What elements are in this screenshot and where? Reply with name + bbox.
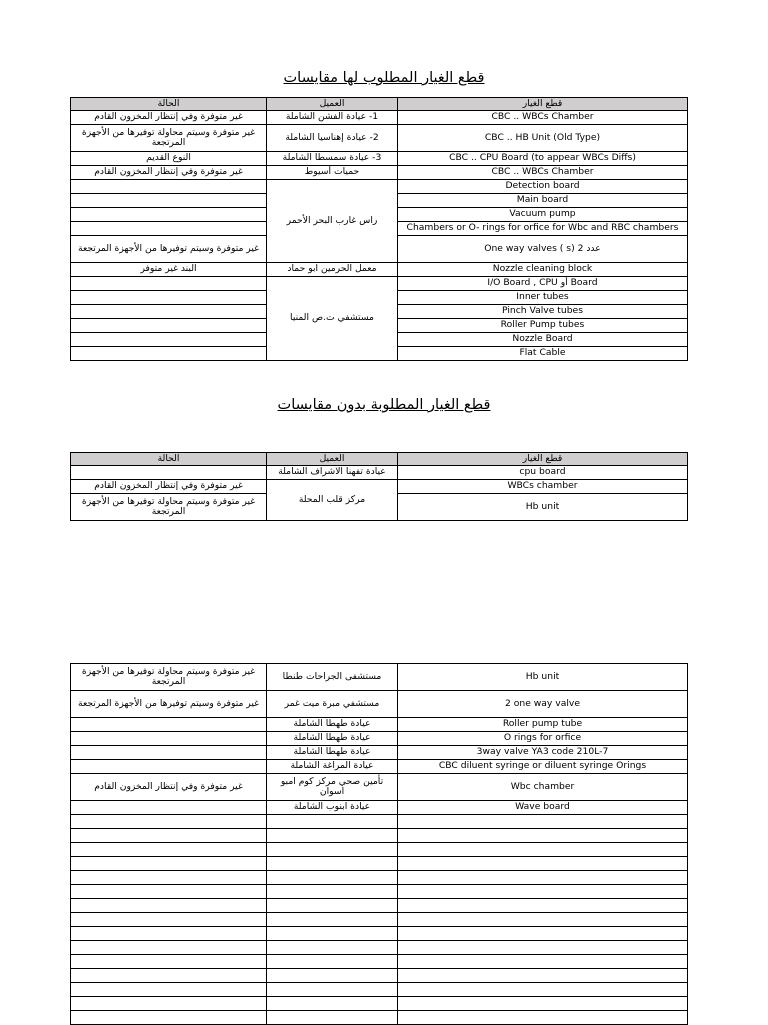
- empty-cell: [267, 871, 398, 885]
- client-cell: عيادة طهطا الشاملة: [267, 718, 398, 732]
- part-cell: Main board: [398, 194, 688, 208]
- part-cell: I/O Board , CPU أو Board: [398, 277, 688, 291]
- part-cell: O rings for orfice: [398, 732, 688, 746]
- status-cell: [71, 801, 267, 815]
- empty-cell: [71, 815, 267, 829]
- empty-table-row: [71, 843, 688, 857]
- header-status: الحالة: [71, 98, 267, 111]
- part-cell: Roller Pump tubes: [398, 319, 688, 333]
- client-cell: مستشفي ت.ص المنيا: [267, 277, 398, 361]
- part-cell: Nozzle cleaning block: [398, 263, 688, 277]
- client-cell: عيادة المراغة الشاملة: [267, 760, 398, 774]
- section2-title: قطع الغيار المطلوبة بدون مقايسات: [277, 397, 491, 413]
- client-cell: مستشفى الجراحات طنطا: [267, 664, 398, 691]
- part-cell: Inner tubes: [398, 291, 688, 305]
- status-cell: [71, 718, 267, 732]
- empty-cell: [398, 997, 688, 1011]
- empty-cell: [71, 899, 267, 913]
- client-cell: حميات أسيوط: [267, 166, 398, 180]
- part-cell: CBC diluent syringe or diluent syringe Orings: [398, 760, 688, 774]
- empty-cell: [267, 969, 398, 983]
- table-row: [71, 277, 688, 291]
- status-cell: غير متوفرة وفي إنتظار المخزون القادم: [71, 774, 267, 801]
- empty-cell: [398, 941, 688, 955]
- empty-cell: [267, 815, 398, 829]
- empty-cell: [71, 857, 267, 871]
- empty-table-row: [71, 871, 688, 885]
- status-cell: [71, 466, 267, 480]
- table-row: [71, 125, 688, 152]
- empty-cell: [267, 829, 398, 843]
- status-cell: غير متوفرة وسيتم توفيرها من الأجهزة المرتجعة: [71, 236, 267, 263]
- table-row: [71, 760, 688, 774]
- parts-without-quotes-table: [70, 452, 688, 521]
- empty-cell: [71, 843, 267, 857]
- part-cell: Detection board: [398, 180, 688, 194]
- status-cell: البند غير متوفر: [71, 263, 267, 277]
- status-cell: غير متوفرة وسيتم محاولة توفيرها من الأجهزة المرتجعة: [71, 125, 267, 152]
- status-cell: غير متوفرة وسيتم توفيرها من الأجهزة المرتجعة: [71, 691, 267, 718]
- empty-table-row: [71, 1011, 688, 1025]
- empty-table-row: [71, 997, 688, 1011]
- client-cell: مستشفي مبرة ميت غمر: [267, 691, 398, 718]
- empty-table-row: [71, 885, 688, 899]
- table-row: [71, 480, 688, 494]
- status-cell: [71, 746, 267, 760]
- header-part: قطع الغيار: [398, 98, 688, 111]
- empty-cell: [71, 885, 267, 899]
- empty-cell: [398, 815, 688, 829]
- part-cell: CBC .. HB Unit (Old Type): [398, 125, 688, 152]
- empty-table-row: [71, 955, 688, 969]
- empty-cell: [267, 997, 398, 1011]
- empty-cell: [71, 913, 267, 927]
- table-row: [71, 801, 688, 815]
- empty-cell: [398, 927, 688, 941]
- empty-cell: [267, 885, 398, 899]
- empty-cell: [71, 955, 267, 969]
- status-cell: [71, 319, 267, 333]
- empty-cell: [267, 983, 398, 997]
- header-status: الحالة: [71, 453, 267, 466]
- status-cell: [71, 732, 267, 746]
- client-cell: معمل الحرمين ابو حماد: [267, 263, 398, 277]
- status-cell: [71, 305, 267, 319]
- empty-cell: [71, 983, 267, 997]
- empty-cell: [267, 843, 398, 857]
- empty-table-row: [71, 983, 688, 997]
- empty-table-row: [71, 829, 688, 843]
- empty-cell: [267, 913, 398, 927]
- table-row: [71, 774, 688, 801]
- empty-cell: [398, 857, 688, 871]
- status-cell: غير متوفرة وسيتم محاولة توفيرها من الأجهزة المرتجعة: [71, 664, 267, 691]
- empty-table-row: [71, 969, 688, 983]
- status-cell: [71, 180, 267, 194]
- part-cell: Wbc chamber: [398, 774, 688, 801]
- client-cell: عيادة طهطا الشاملة: [267, 746, 398, 760]
- table-row: [71, 746, 688, 760]
- status-cell: غير متوفرة وفي إنتظار المخزون القادم: [71, 111, 267, 125]
- empty-cell: [398, 885, 688, 899]
- part-cell: Chambers or O- rings for orfice for Wbc and RBC chambers: [398, 222, 688, 236]
- empty-cell: [71, 1011, 267, 1025]
- part-cell: 3way valve YA3 code 210L-7: [398, 746, 688, 760]
- client-cell: عيادة طهطا الشاملة: [267, 732, 398, 746]
- empty-cell: [267, 857, 398, 871]
- empty-cell: [267, 899, 398, 913]
- empty-cell: [71, 997, 267, 1011]
- empty-cell: [398, 969, 688, 983]
- client-cell: 3- عيادة سمسطا الشاملة: [267, 152, 398, 166]
- empty-cell: [267, 955, 398, 969]
- part-cell: Vacuum pump: [398, 208, 688, 222]
- client-cell: تأمين صحي مركز كوم امبو اسوان: [267, 774, 398, 801]
- section1-title: قطع الغيار المطلوب لها مقايسات: [283, 70, 485, 86]
- client-cell: 1- عيادة الفشن الشاملة: [267, 111, 398, 125]
- empty-cell: [71, 829, 267, 843]
- table-row: [71, 664, 688, 691]
- header-client: العميل: [267, 98, 398, 111]
- empty-table-row: [71, 941, 688, 955]
- part-cell: WBCs chamber: [398, 480, 688, 494]
- part-cell: 2 one way valve: [398, 691, 688, 718]
- part-cell: CBC .. WBCs Chamber: [398, 111, 688, 125]
- empty-cell: [71, 871, 267, 885]
- status-cell: [71, 291, 267, 305]
- empty-cell: [71, 927, 267, 941]
- status-cell: النوع القديم: [71, 152, 267, 166]
- part-cell: Wave board: [398, 801, 688, 815]
- table-row: [71, 718, 688, 732]
- empty-table-row: [71, 857, 688, 871]
- table-header-row: [71, 98, 688, 111]
- empty-cell: [398, 843, 688, 857]
- part-cell: Flat Cable: [398, 347, 688, 361]
- empty-cell: [71, 941, 267, 955]
- status-cell: [71, 760, 267, 774]
- table-row: [71, 732, 688, 746]
- additional-parts-table: [70, 663, 688, 1025]
- status-cell: [71, 333, 267, 347]
- client-cell: 2- عيادة إهناسيا الشاملة: [267, 125, 398, 152]
- table-row: [71, 263, 688, 277]
- status-cell: [71, 347, 267, 361]
- status-cell: [71, 208, 267, 222]
- status-cell: [71, 277, 267, 291]
- table-header-row: [71, 453, 688, 466]
- empty-cell: [398, 899, 688, 913]
- table-row: [71, 111, 688, 125]
- client-cell: راس غارب البحر الأحمر: [267, 180, 398, 263]
- part-cell: CBC .. WBCs Chamber: [398, 166, 688, 180]
- empty-table-row: [71, 815, 688, 829]
- empty-table-row: [71, 913, 688, 927]
- client-cell: عيادة ابنوب الشاملة: [267, 801, 398, 815]
- table-row: [71, 180, 688, 194]
- header-client: العميل: [267, 453, 398, 466]
- parts-with-quotes-table: [70, 97, 688, 361]
- empty-cell: [267, 941, 398, 955]
- empty-table-row: [71, 927, 688, 941]
- header-part: قطع الغيار: [398, 453, 688, 466]
- table-row: [71, 152, 688, 166]
- empty-cell: [267, 927, 398, 941]
- status-cell: غير متوفرة وسيتم محاولة توفيرها من الأجهزة المرتجعة: [71, 494, 267, 521]
- part-cell: One way valves ( s) 2 عدد: [398, 236, 688, 263]
- part-cell: CBC .. CPU Board (to appear WBCs Diffs): [398, 152, 688, 166]
- part-cell: Roller pump tube: [398, 718, 688, 732]
- empty-cell: [398, 1011, 688, 1025]
- table-row: [71, 691, 688, 718]
- empty-cell: [267, 1011, 398, 1025]
- empty-cell: [71, 969, 267, 983]
- status-cell: [71, 194, 267, 208]
- empty-cell: [398, 983, 688, 997]
- status-cell: غير متوفرة وفي إنتظار المخزون القادم: [71, 166, 267, 180]
- table-row: [71, 466, 688, 480]
- part-cell: Pinch Valve tubes: [398, 305, 688, 319]
- status-cell: غير متوفرة وفي إنتظار المخزون القادم: [71, 480, 267, 494]
- part-cell: Nozzle Board: [398, 333, 688, 347]
- part-cell: cpu board: [398, 466, 688, 480]
- part-cell: Hb unit: [398, 494, 688, 521]
- empty-cell: [398, 913, 688, 927]
- empty-cell: [398, 871, 688, 885]
- client-cell: عيادة تفهنا الاشراف الشاملة: [267, 466, 398, 480]
- part-cell: Hb unit: [398, 664, 688, 691]
- status-cell: [71, 222, 267, 236]
- empty-table-row: [71, 899, 688, 913]
- empty-cell: [398, 955, 688, 969]
- table-row: [71, 166, 688, 180]
- empty-cell: [398, 829, 688, 843]
- client-cell: مركز قلب المحلة: [267, 480, 398, 521]
